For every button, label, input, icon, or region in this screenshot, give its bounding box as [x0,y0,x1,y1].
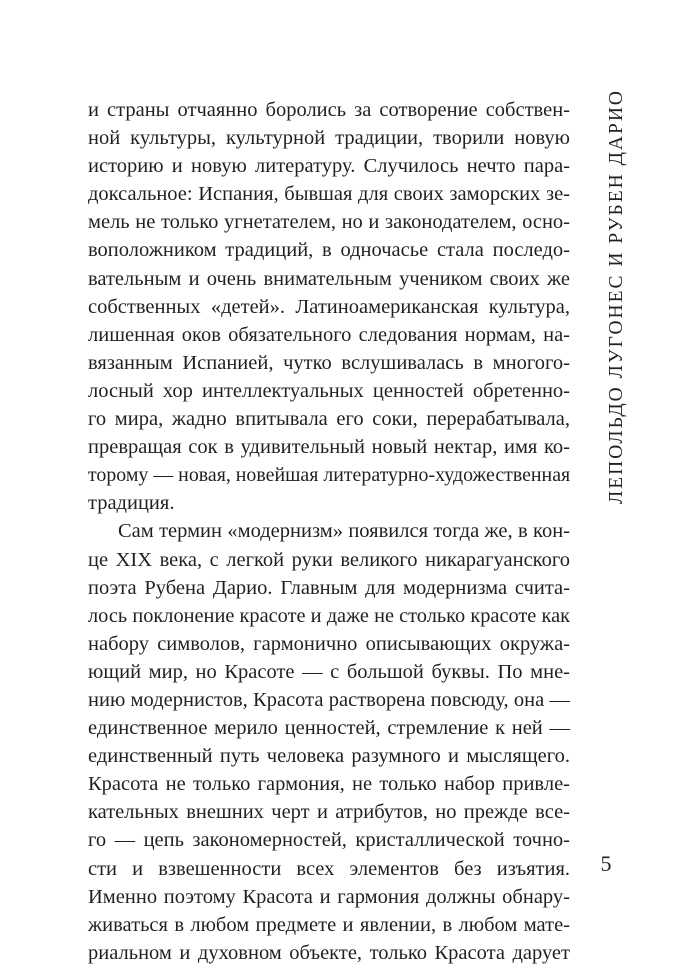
text-line: ющий мир, но Красоте — с большой буквы. По мне- [88,660,570,683]
text-line: торому — новая, новейшая литературно-художественная [88,464,571,487]
text-line: це XIX века, с легкой руки великого никарагуанского [88,548,570,571]
text-line: лишенная оков обязательного следования нормам, на- [88,323,570,346]
text-line: Именно поэтому Красота и гармония должны обнару- [88,885,570,908]
text-line: единственный путь человека разумного и мыслящего. [88,745,570,768]
text-line: ной культуры, культурной традиции, творили новую [88,127,570,150]
text-line: поэта Рубена Дарио. Главным для модернизма счита- [88,576,570,599]
text-line: собственных «детей». Латиноамериканская культура, [88,295,570,318]
text-line: кательных внешних черт и атрибутов, но прежде все- [88,801,570,824]
text-line: мель не только угнетателем, но и законодателем, осно- [88,211,570,234]
text-line: превращая сок в удивительный новый нектар, имя ко- [88,436,570,459]
text-line: набору символов, гармонично описывающих окружа- [88,632,570,655]
text-line: историю и новую литературу. Случилось нечто пара- [88,155,570,178]
text-line: Сам термин «модернизм» появился тогда же, в кон- [118,520,570,543]
body-text [88,96,570,967]
text-line: воположником традиций, в одночасье стала последо- [88,239,570,262]
running-head-text: ЛЕПОЛЬДО ЛУГОНЕС И РУБЕН ДАРИО [606,88,628,504]
text-line: го — цепь закономерностей, кристаллической точно- [88,829,570,852]
text-line: вязанным Испанией, чутко вслушивалась в многого- [88,351,570,374]
running-head [603,88,631,504]
text-line: вательным и очень внимательным учеником своих же [88,267,570,290]
page-number: 5 [600,851,612,876]
text-line: риальном и духовном объекте, только Красота дарует [88,941,570,964]
text-line: единственное мерило ценностей, стремление к ней — [88,717,570,740]
text-line: и страны отчаянно боролись за сотворение собствен- [88,99,570,121]
text-line: Красота не только гармония, не только набор привле- [88,773,570,796]
text-line: доксальное: Испания, бывшая для своих заморских зе- [88,183,570,206]
text-line: лосный хор интеллектуальных ценностей обретенно- [88,379,570,402]
text-line: сти и взвешенности всех элементов без изъятия. [88,857,570,880]
text-line: нию модернистов, Красота растворена повсюду, она — [88,688,570,711]
text-line: традиция. [88,492,175,515]
text-line: го мира, жадно впитывала его соки, перерабатывала, [88,408,570,431]
text-line: живаться в любом предмете и явлении, в любом мате- [88,913,570,936]
text-line: лось поклонение красоте и даже не столько красоте как [88,604,570,627]
